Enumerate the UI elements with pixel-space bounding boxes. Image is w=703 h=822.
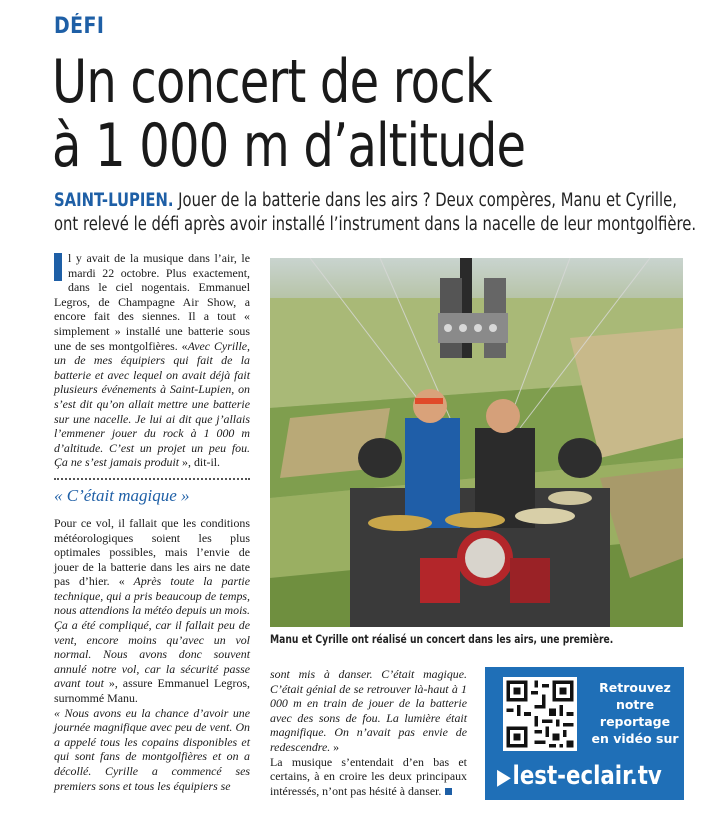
standfirst-text-1: Jouer de la batterie dans les airs ? Deux compères, Manu et Cyrille, <box>178 190 677 211</box>
lead-paragraph <box>54 251 250 470</box>
headline-line-1: Un concert de rock <box>52 47 492 117</box>
qr-code-icon[interactable] <box>503 677 577 751</box>
promo-line-4: en vidéo sur <box>591 731 679 746</box>
headline-line-2: à 1 000 m d’altitude <box>52 111 526 181</box>
column-2-quote-end: » <box>330 739 340 754</box>
paragraph-2-quote: Après toute la partie technique, qui a pris beaucoup de temps, nous attendions la météo depuis un mois. Ça a été compliqué, car il fallait peu de vent, encore moins qu’avec un vol normal. Nous avons donc souvent annulé notre vol, car la sécurité passe avant tout <box>54 574 250 691</box>
qr-code-graphic <box>503 677 577 751</box>
column-2-quote: sont mis à danser. C’était magique. C’était génial de se retrouver là-haut à 1 000 m en train de jouer de la batterie avec des sons de fou. La lumière était magnifique. On n’avait pas envie de redescendre. <box>270 667 467 754</box>
paragraph-2 <box>54 516 250 706</box>
balloon-photo <box>270 258 683 627</box>
play-arrow-icon: ▶ <box>497 765 511 790</box>
column-2-text: La musique s’entendait d’en bas et certains, à en croire les deux principaux intéressés, n’ont pas hésité à danser. <box>270 754 467 798</box>
paragraph-3-quote: « Nous avons eu la chance d’avoir une journée magnifique avec peu de vent. On a appelé tous les copains disponibles et qui sont fans de montgolfières et on a décollé. Cyrille a commencé ses premiers sons et tous les équipiers se <box>54 705 250 793</box>
lead-quote: Avec Cyrille, un de mes équipiers qui fait de la batterie et avec lequel on avait déjà fait plusieurs événements à Saint-Lupien, on s’est dit qu’on allait mettre une batterie sur une nacelle. Je lui ai dit que j’allais l’emmener jouer du rock à 1 000 m d’altitude. C’est un projet un peu fou. Ça ne s’est jamais produit <box>54 338 250 470</box>
promo-url-link[interactable] <box>497 761 662 791</box>
promo-url-text: lest-eclair.tv <box>512 761 662 791</box>
dateline-location: SAINT-LUPIEN. <box>54 190 174 211</box>
article-column-2 <box>270 667 467 798</box>
standfirst-text-2: ont relevé le défi après avoir installé l’instrument dans la nacelle de leur montgolfière. <box>54 214 697 235</box>
lead-end: », dit-il. <box>179 455 221 470</box>
intertitle: « C’était magique » <box>54 485 190 505</box>
column-2-paragraph-1 <box>270 667 467 755</box>
paragraph-3 <box>54 706 250 794</box>
promo-line-1: Retrouvez <box>599 680 671 695</box>
standfirst-line-1 <box>54 189 677 213</box>
lead-text: l y avait de la musique dans l’air, le mardi 22 octobre. Plus exactement, dans le ciel nogentais. Emmanuel Legros, de Champagne Air Show, a encore fait des siennes. Il a tout « simplement » installé une batterie sous une de ses montgolfières. « <box>54 251 250 353</box>
dotted-separator <box>54 478 250 480</box>
article-column-1 <box>54 251 250 793</box>
paragraph-2-end: », assure Emmanuel Legros, surnommé Manu. <box>54 676 250 706</box>
promo-text <box>587 679 683 747</box>
photo-illustration <box>270 258 683 627</box>
section-kicker: DÉFI <box>54 14 105 39</box>
paragraph-2-text: Pour ce vol, il fallait que les conditions météorologiques soient les plus optimales possibles, mais l’envie de jouer de la batterie dans les airs ne date pas d’hier. « <box>54 515 250 589</box>
headline <box>52 47 660 181</box>
promo-line-3: reportage <box>599 714 671 729</box>
photo-caption: Manu et Cyrille ont réalisé un concert dans les airs, une première. <box>270 633 614 646</box>
end-of-article-mark <box>445 788 452 795</box>
promo-line-2: notre <box>615 697 655 712</box>
video-promo-box[interactable] <box>485 667 684 800</box>
drop-cap-bar <box>54 253 62 281</box>
standfirst <box>54 189 697 237</box>
column-2-paragraph-2 <box>270 755 467 799</box>
